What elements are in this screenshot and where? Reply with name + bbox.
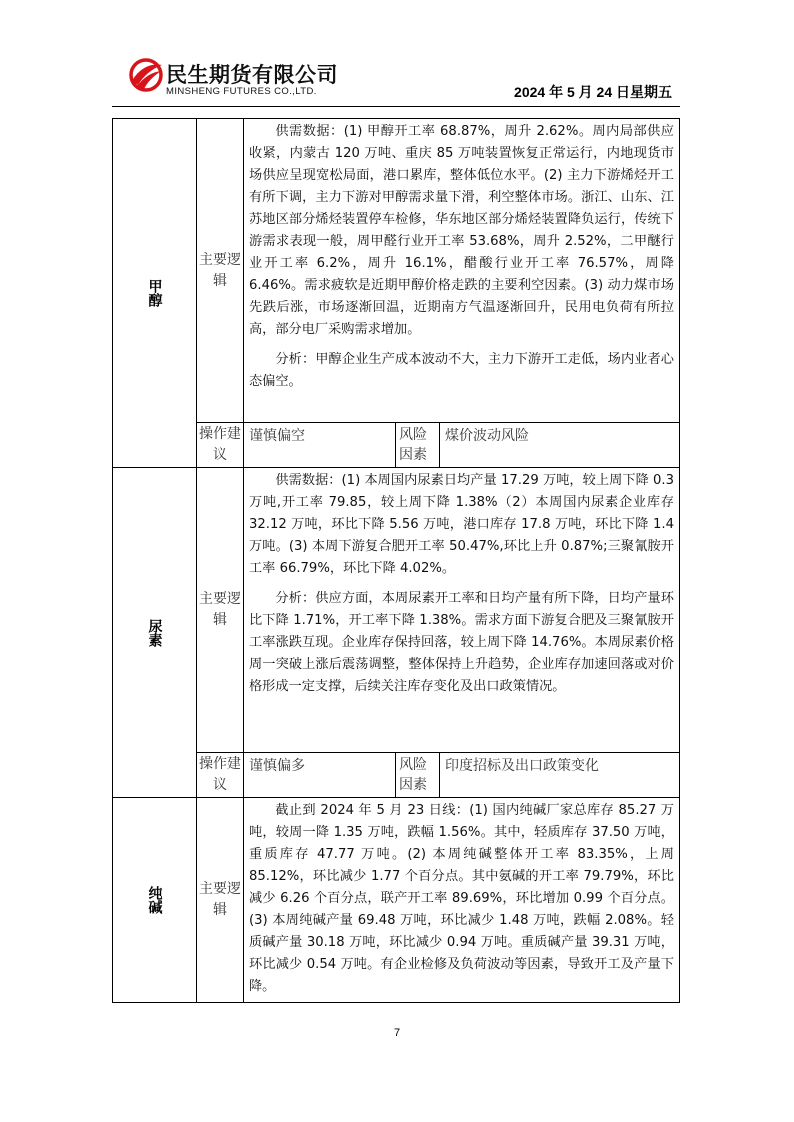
page-number: 7 [393, 1027, 401, 1039]
risk-label: 风险因素 [396, 423, 440, 468]
product-name: 甲醇 [146, 279, 163, 307]
methanol-operation-row [113, 423, 680, 468]
operation-label: 操作建议 [197, 753, 244, 798]
company-name-cn: 民生期货有限公司 [166, 63, 338, 87]
methanol-logic-cell [244, 119, 680, 423]
urea-logic-cell [244, 468, 680, 753]
soda-ash-logic-row [113, 798, 680, 1003]
urea-logic-row [113, 468, 680, 753]
analysis-paragraph: 分析：甲醇企业生产成本波动不大，主力下游开工走低，场内业者心态偏空。 [249, 352, 674, 389]
report-date: 2024 年 5 月 24 日星期五 [514, 84, 672, 100]
risk-label: 风险因素 [396, 753, 440, 798]
main-logic-label: 主要逻辑 [197, 468, 244, 753]
supply-demand-paragraph: 供需数据：(1) 甲醇开工率 68.87%，周升 2.62%。周内局部供应收紧，内蒙古 120 万吨、重庆 85 万吨装置恢复正常运行，内地现货市场供应呈现宽松局面，港口累库，整体低位水平。(2) 主力下游烯烃开工有所下调，主力下游对甲醇需求量下滑，利空整体市场。浙江、山东、江苏地区部分烯烃装置停车检修，华东地区部分烯烃装置降负运行，传统下游需求表现一般，周甲醛行业开工率 53.68%，周升 2.52%，二甲醚行业开工率 6.2%，周升 16.1%，醋酸行业开工率 76.57%，周降 6.46%。需求疲软是近期甲醇价格走跌的主要利空因素。(3) 动力煤市场先跌后涨，市场逐渐回温，近期南方气温逐渐回升，民用电负荷有所拉高，部分电厂采购需求增加。 [249, 124, 674, 337]
company-name-en: MINSHENG FUTURES CO.,LTD. [166, 86, 317, 97]
product-cell-urea [113, 468, 197, 798]
methanol-logic-row [113, 119, 680, 423]
operation-label: 操作建议 [197, 423, 244, 468]
company-logo [128, 55, 368, 103]
main-logic-label: 主要逻辑 [197, 798, 244, 1003]
analysis-paragraph: 分析：供应方面，本周尿素开工率和日均产量有所下降，日均产量环比下降 1.71%，开工率下降 1.38%。需求方面下游复合肥及三聚氰胺开工率涨跌互现。企业库存保持回落，较上周下降 14.76%。本周尿素价格周一突破上涨后震荡调整，整体保持上升趋势，企业库存加速回落或对价格形成一定支撑，后续关注库存变化及出口政策情况。 [249, 591, 674, 694]
commodity-analysis-table [112, 118, 680, 1003]
minsheng-logo-icon [128, 57, 164, 93]
operation-value: 谨慎偏空 [244, 423, 396, 468]
header-divider [112, 106, 680, 107]
product-cell-soda-ash [113, 798, 197, 1003]
risk-value: 印度招标及出口政策变化 [440, 753, 680, 798]
urea-operation-row [113, 753, 680, 798]
supply-demand-paragraph: 供需数据：(1) 本周国内尿素日均产量 17.29 万吨，较上周下降 0.3 万吨,开工率 79.85，较上周下降 1.38%（2）本周国内尿素企业库存 32.12 万吨，环比下降 5.56 万吨，港口库存 17.8 万吨，环比下降 1.4 万吨。(3) 本周下游复合肥开工率 50.47%,环比上升 0.87%;三聚氰胺开工率 66.79%，环比下降 4.02%。 [249, 473, 674, 576]
product-name: 尿素 [146, 618, 163, 647]
product-cell-methanol [113, 119, 197, 468]
operation-value: 谨慎偏多 [244, 753, 396, 798]
risk-value: 煤价波动风险 [440, 423, 680, 468]
main-logic-label: 主要逻辑 [197, 119, 244, 423]
product-name: 纯碱 [146, 886, 163, 914]
supply-demand-paragraph: 截止到 2024 年 5 月 23 日线：(1) 国内纯碱厂家总库存 85.27 万吨，较周一降 1.35 万吨，跌幅 1.56%。其中，轻质库存 37.50 万吨，重质库存 47.77 万吨。(2) 本周纯碱整体开工率 83.35%，上周 85.12%，环比减少 1.77 个百分点。其中氨碱的开工率 79.79%，环比减少 6.26 个百分点，联产开工率 89.69%，环比增加 0.99 个百分点。(3) 本周纯碱产量 69.48 万吨，环比减少 1.48 万吨，跌幅 2.08%。轻质碱产量 30.18 万吨，环比减少 0.94 万吨。重质碱产量 39.31 万吨，环比减少 0.54 万吨。有企业检修及负荷波动等因素，导致开工及产量下降。 [249, 803, 674, 994]
soda-ash-logic-cell [244, 798, 680, 1003]
